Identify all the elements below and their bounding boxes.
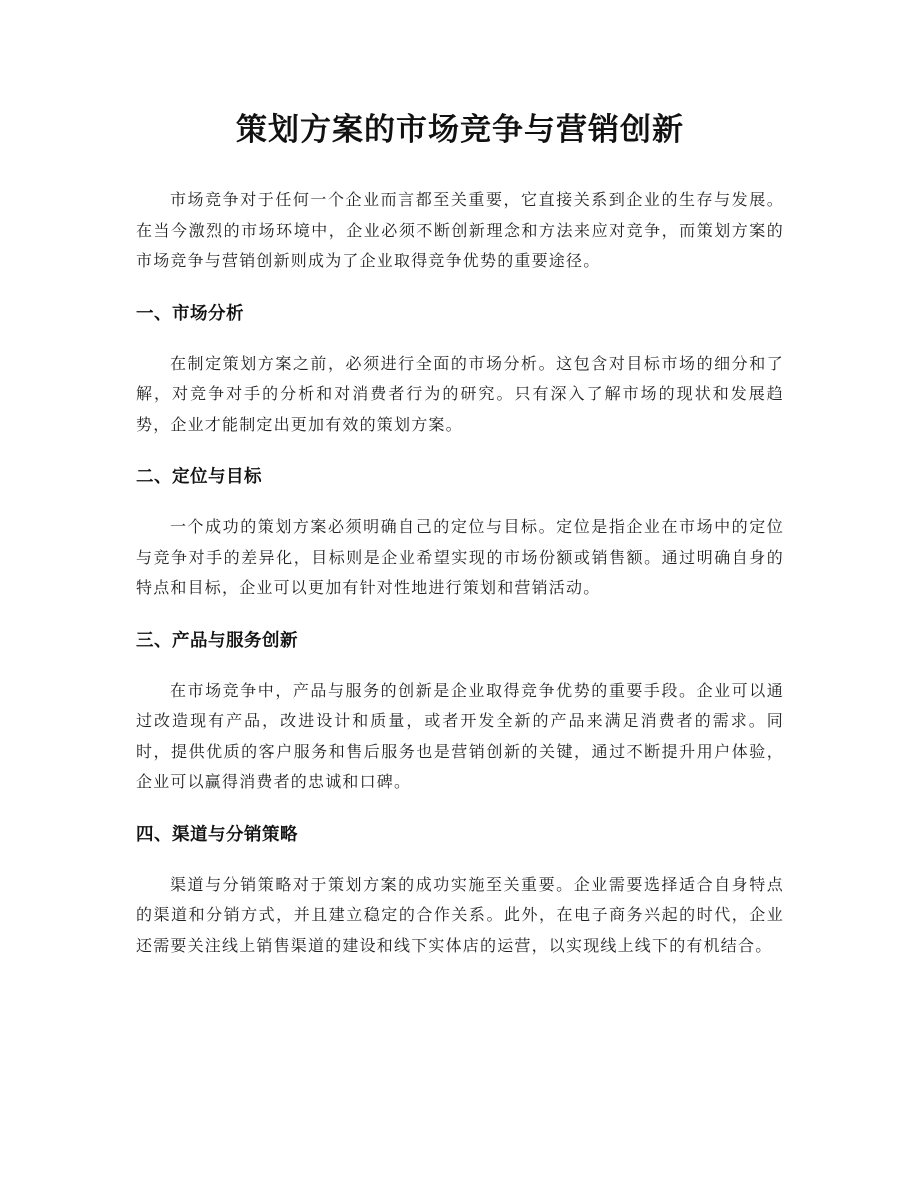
section-heading-market-analysis: 一、市场分析 [136,303,244,324]
section-body-product-innovation: 在市场竞争中，产品与服务的创新是企业取得竞争优势的重要手段。企业可以通过改造现有产品，改进设计和质量，或者开发全新的产品来满足消费者的需求。同时，提供优质的客户服务和售后服务也是营销创新的关键，通过不断提升用户体验，企业可以赢得消费者的忠诚和口碑。 [136,680,784,791]
section-body-channels: 渠道与分销策略对于策划方案的成功实施至关重要。企业需要选择适合自身特点的渠道和分销方式，并且建立稳定的合作关系。此外，在电子商务兴起的时代，企业还需要关注线上销售渠道的建设和线下实体店的运营，以实现线上线下的有机结合。 [136,874,784,955]
section-body-market-analysis: 在制定策划方案之前，必须进行全面的市场分析。这包含对目标市场的细分和了解，对竞争对手的分析和对消费者行为的研究。只有深入了解市场的现状和发展趋势，企业才能制定出更加有效的策划方案。 [136,353,784,434]
section-heading-positioning: 二、定位与目标 [136,467,262,487]
section-heading-product-innovation: 三、产品与服务创新 [136,630,298,651]
intro-paragraph: 市场竞争对于任何一个企业而言都至关重要，它直接关系到企业的生存与发展。在当今激烈的市场环境中，企业必须不断创新理念和方法来应对竞争，而策划方案的市场竞争与营销创新则成为了企业取得竞争优势的重要途径。 [136,190,784,270]
section-body-positioning: 一个成功的策划方案必须明确自己的定位与目标。定位是指企业在市场中的定位与竞争对手的差异化，目标则是企业希望实现的市场份额或销售额。通过明确自身的特点和目标，企业可以更加有针对性地进行策划和营销活动。 [136,517,784,597]
document-title: 策划方案的市场竞争与营销创新 [236,112,684,148]
section-heading-channels: 四、渠道与分销策略 [136,824,298,845]
document-body [136,185,784,961]
